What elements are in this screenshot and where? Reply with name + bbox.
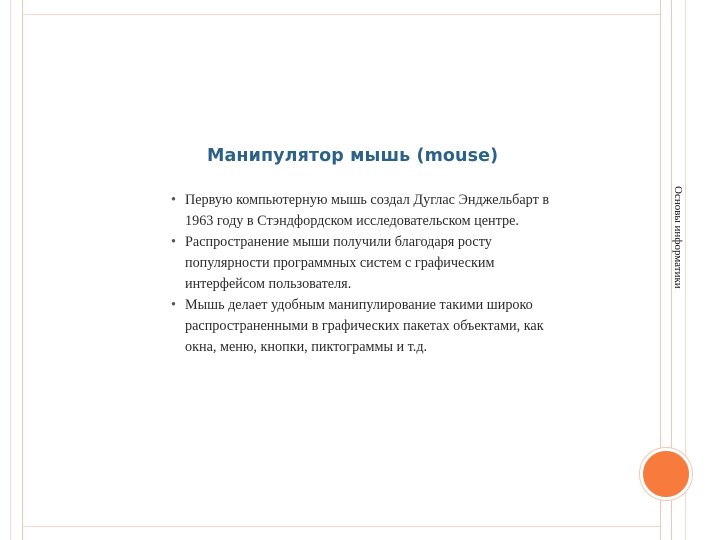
- slide-content: [155, 140, 570, 402]
- bullet-item: • Мышь делает удобным манипулирование такими широко распространенными в графических пакетах объектами, как окна, меню, кнопки, пиктограммы и т.д.: [169, 295, 564, 358]
- bottom-frame-line: [22, 526, 660, 527]
- slide-title: Манипулятор мышь (mouse): [207, 146, 499, 166]
- vertical-footer-text: Основы информатики: [672, 186, 684, 289]
- decorative-circle-icon: [640, 448, 692, 500]
- bullet-list: [169, 190, 564, 358]
- bottom-fade: [155, 390, 570, 402]
- bullet-item: • Первую компьютерную мышь создал Дуглас Энджельбарт в 1963 году в Стэндфордском исследовательском центре.: [169, 190, 564, 232]
- bullet-item: • Распространение мыши получили благодаря росту популярности программных систем с графическим интерфейсом пользователя.: [169, 232, 564, 295]
- left-frame-border: [0, 0, 23, 540]
- top-frame-line: [22, 14, 660, 15]
